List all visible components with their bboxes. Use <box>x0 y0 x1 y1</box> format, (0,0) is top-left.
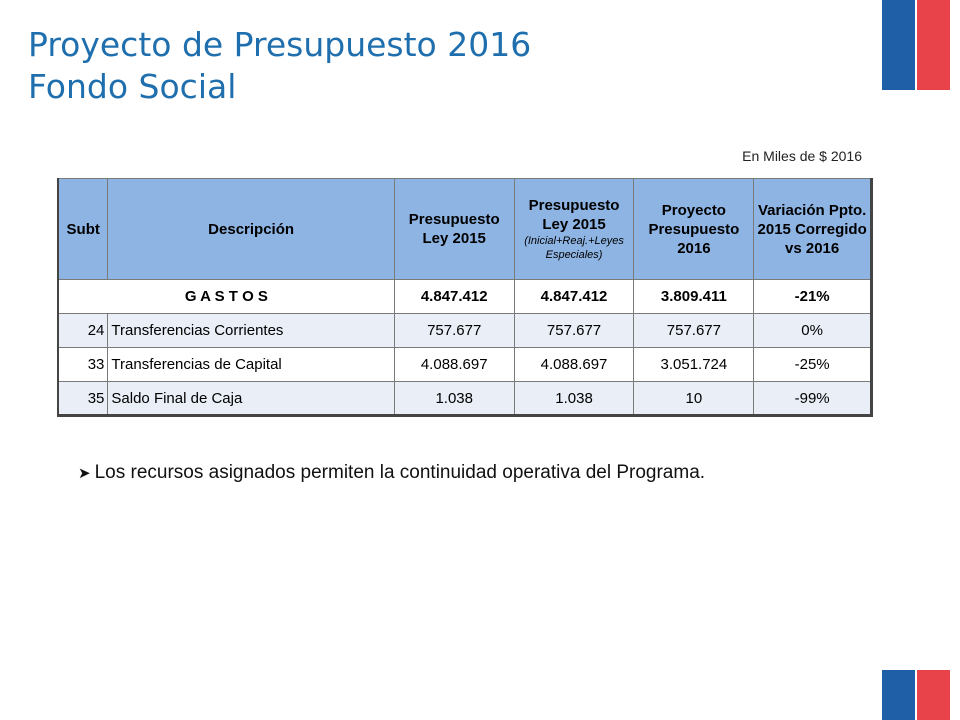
table-total-row <box>58 280 872 314</box>
cell-proyecto2016: 10 <box>634 382 754 416</box>
total-ley2015: 4.847.412 <box>394 280 514 314</box>
table-row <box>58 348 872 382</box>
flag-blue-stripe <box>882 0 915 90</box>
total-ley2015-adj: 4.847.412 <box>514 280 634 314</box>
flag-decoration-bottom <box>882 670 950 720</box>
cell-subt: 24 <box>58 314 108 348</box>
cell-subt: 35 <box>58 382 108 416</box>
cell-variacion: 0% <box>754 314 872 348</box>
page-title <box>28 24 531 108</box>
cell-variacion: -25% <box>754 348 872 382</box>
cell-descripcion: Saldo Final de Caja <box>108 382 394 416</box>
cell-descripcion: Transferencias Corrientes <box>108 314 394 348</box>
header-variacion: Variación Ppto. 2015 Corregido vs 2016 <box>754 179 872 280</box>
flag-red-stripe <box>917 670 950 720</box>
cell-proyecto2016: 757.677 <box>634 314 754 348</box>
cell-proyecto2016: 3.051.724 <box>634 348 754 382</box>
flag-red-stripe <box>917 0 950 90</box>
flag-blue-stripe <box>882 670 915 720</box>
table-row <box>58 314 872 348</box>
units-note: En Miles de $ 2016 <box>742 148 862 164</box>
cell-subt: 33 <box>58 348 108 382</box>
cell-descripcion: Transferencias de Capital <box>108 348 394 382</box>
header-ley2015-adj-label: Presupuesto Ley 2015 <box>528 197 620 233</box>
total-proyecto2016: 3.809.411 <box>634 280 754 314</box>
header-descripcion: Descripción <box>108 179 394 280</box>
header-subt: Subt <box>58 179 108 280</box>
cell-ley2015-adj: 4.088.697 <box>514 348 634 382</box>
arrow-bullet-icon: ➤ <box>78 465 91 482</box>
bullet-note <box>78 462 705 484</box>
cell-ley2015: 1.038 <box>394 382 514 416</box>
page-title-line2: Fondo Social <box>28 67 237 106</box>
bullet-text: Los recursos asignados permiten la continuidad operativa del Programa. <box>94 462 706 483</box>
total-variacion: -21% <box>754 280 872 314</box>
header-ley2015: Presupuesto Ley 2015 <box>394 179 514 280</box>
table-row <box>58 382 872 416</box>
header-proyecto2016: Proyecto Presupuesto 2016 <box>634 179 754 280</box>
cell-ley2015-adj: 757.677 <box>514 314 634 348</box>
cell-ley2015-adj: 1.038 <box>514 382 634 416</box>
page-title-line1: Proyecto de Presupuesto 2016 <box>28 25 532 64</box>
flag-decoration-top <box>882 0 950 90</box>
header-ley2015-adj <box>514 179 634 280</box>
total-label: G A S T O S <box>58 280 394 314</box>
cell-ley2015: 757.677 <box>394 314 514 348</box>
header-ley2015-adj-note: (Inicial+Reaj.+Leyes Especiales) <box>524 235 624 261</box>
table-header-row <box>58 179 872 280</box>
budget-table <box>57 178 873 417</box>
cell-variacion: -99% <box>754 382 872 416</box>
cell-ley2015: 4.088.697 <box>394 348 514 382</box>
